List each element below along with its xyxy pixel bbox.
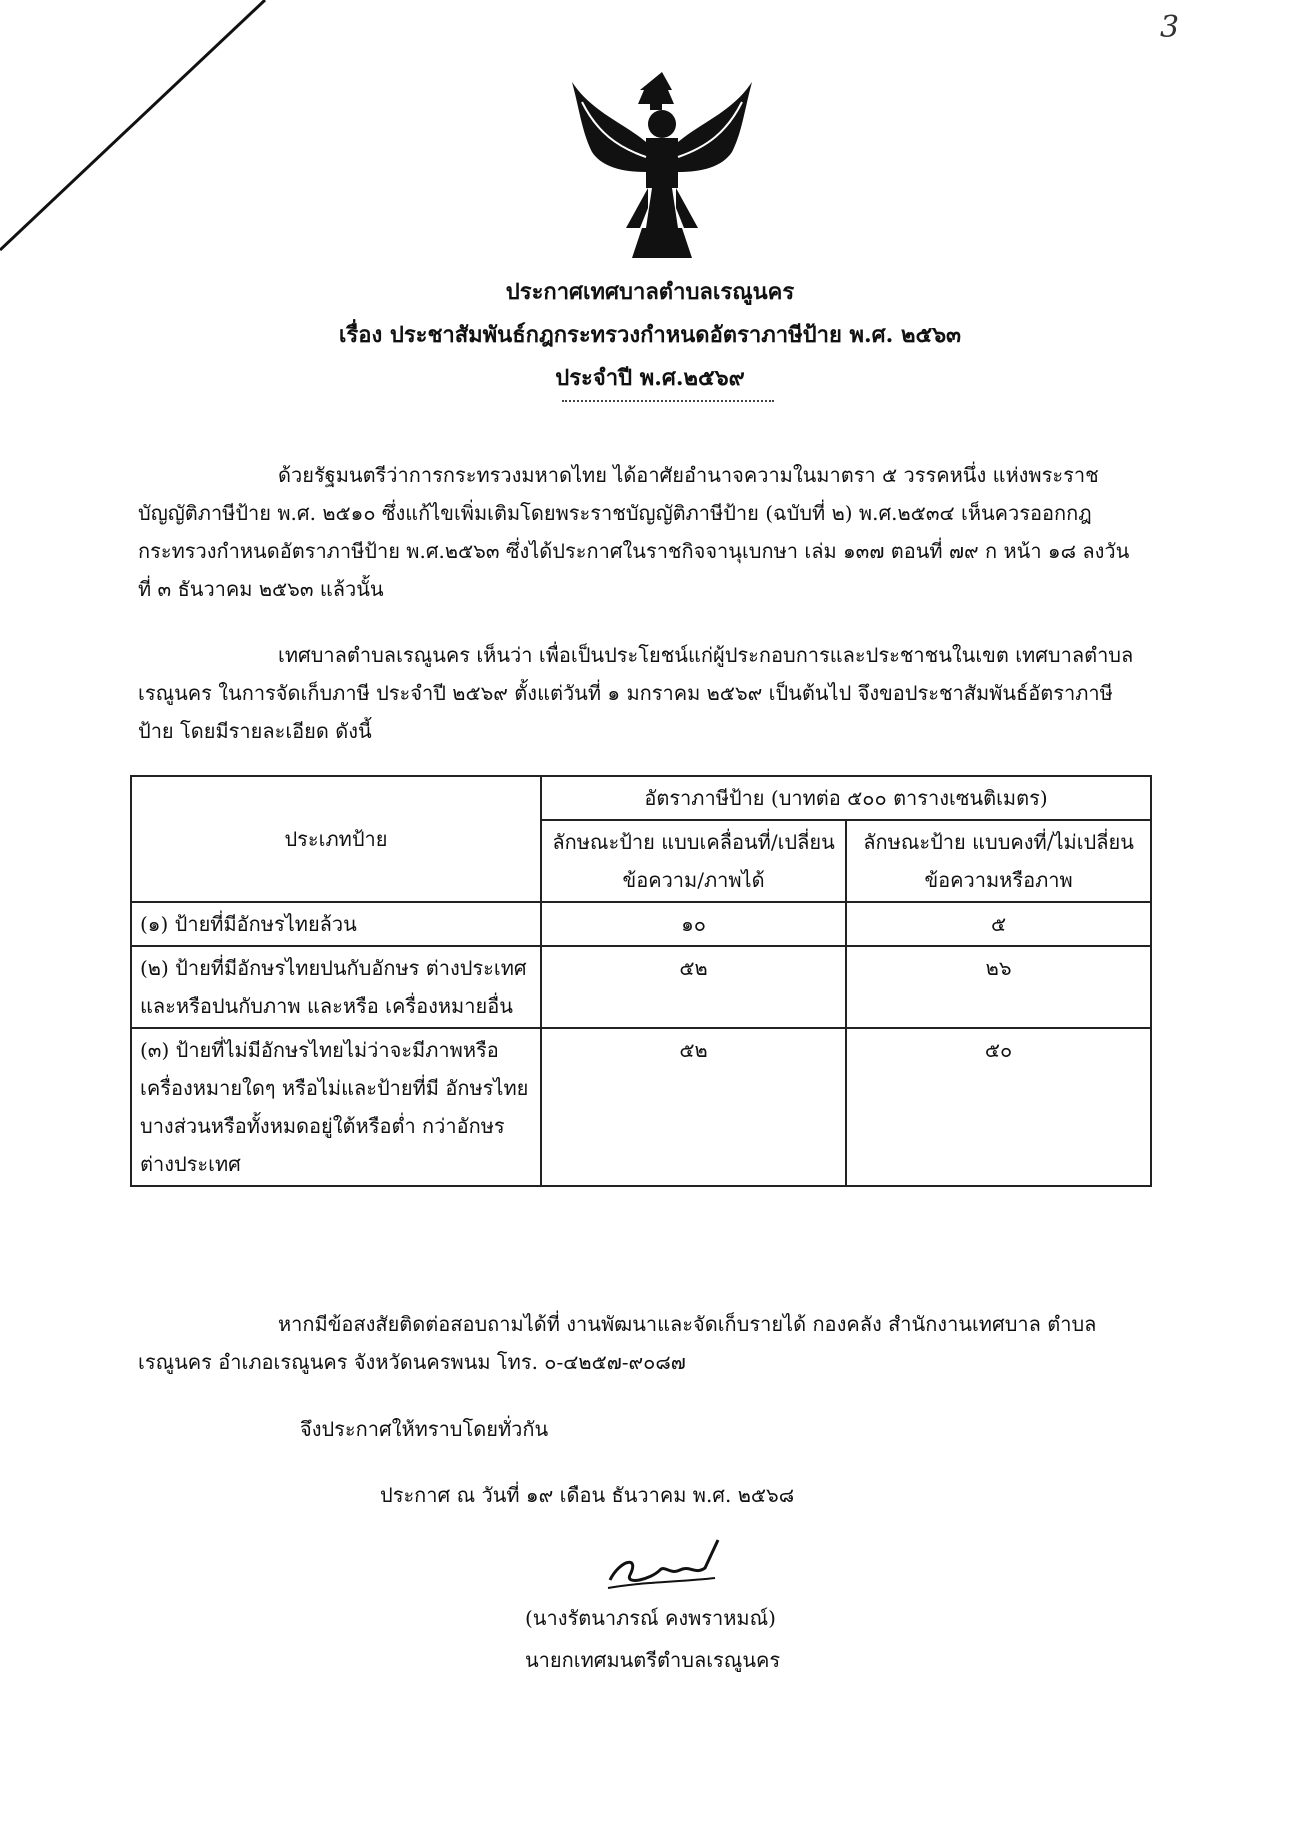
row-rate-fixed: ๕๐ [846, 1028, 1151, 1186]
contact-paragraph [138, 1305, 1138, 1381]
row-rate-moving: ๕๒ [541, 1028, 846, 1186]
contact-text: หากมีข้อสงสัยติดต่อสอบถามได้ที่ งานพัฒนาและจัดเก็บรายได้ กองคลัง สำนักงานเทศบาล ตำบลเรณูนคร อำเภอเรณูนคร จังหวัดนครพนม โทร. ๐-๔๒๕๗-๙๐๘๗ [138, 1312, 1097, 1374]
header-fixed-sign: ลักษณะป้าย แบบคงที่/ไม่เปลี่ยน ข้อความหรือภาพ [846, 820, 1151, 902]
signature-icon [600, 1530, 730, 1600]
table-row [131, 902, 1151, 946]
announcement-subject: เรื่อง ประชาสัมพันธ์กฎกระทรวงกำหนดอัตราภาษีป้าย พ.ศ. ๒๕๖๓ [338, 322, 962, 348]
header-moving-sign: ลักษณะป้าย แบบเคลื่อนที่/เปลี่ยน ข้อความ/ภาพได้ [541, 820, 846, 902]
row-rate-fixed: ๒๖ [846, 946, 1151, 1028]
garuda-emblem-icon [562, 62, 762, 272]
tax-rate-table [130, 775, 1152, 1187]
announce-line: จึงประกาศให้ทราบโดยทั่วกัน [300, 1417, 549, 1441]
row-type: (๑) ป้ายที่มีอักษรไทยล้วน [131, 902, 541, 946]
announce-date: ประกาศ ณ วันที่ ๑๙ เดือน ธันวาคม พ.ศ. ๒๕๖๘ [380, 1483, 795, 1507]
table-row [131, 1028, 1151, 1186]
page-number: 3 [1160, 10, 1180, 45]
body-paragraph-2-text: เทศบาลตำบลเรณูนคร เห็นว่า เพื่อเป็นประโยชน์แก่ผู้ประกอบการและประชาชนในเขต เทศบาลตำบลเรณูนคร ในการจัดเก็บภาษี ประจำปี ๒๕๖๙ ตั้งแต่วันที่ ๑ มกราคม ๒๕๖๙ เป็นต้นไป จึงขอประชาสัมพันธ์อัตราภาษีป้าย โดยมีรายละเอียด ดังนี้ [138, 643, 1134, 743]
signer-name: (นางรัตนาภรณ์ คงพราหมณ์) [525, 1606, 776, 1630]
signer-title: นายกเทศมนตรีตำบลเรณูนคร [525, 1648, 781, 1672]
dotted-divider [562, 400, 774, 402]
announcement-year: ประจำปี พ.ศ.๒๕๖๙ [555, 365, 745, 391]
body-paragraph-2 [138, 636, 1138, 750]
corner-line [0, 0, 270, 260]
table-row [131, 946, 1151, 1028]
row-rate-moving: ๑๐ [541, 902, 846, 946]
header-sign-type: ประเภทป้าย [131, 776, 541, 902]
row-rate-moving: ๕๒ [541, 946, 846, 1028]
header-rate-group: อัตราภาษีป้าย (บาทต่อ ๕๐๐ ตารางเซนติเมตร) [541, 776, 1151, 820]
body-paragraph-1 [138, 456, 1138, 608]
table-header-row [131, 776, 1151, 820]
body-paragraph-1-text: ด้วยรัฐมนตรีว่าการกระทรวงมหาดไทย ได้อาศัยอำนาจความในมาตรา ๕ วรรคหนึ่ง แห่งพระราชบัญญัติภาษีป้าย พ.ศ. ๒๕๑๐ ซึ่งแก้ไขเพิ่มเติมโดยพระราชบัญญัติภาษีป้าย (ฉบับที่ ๒) พ.ศ.๒๕๓๔ เห็นควรออกกฎกระทรวงกำหนดอัตราภาษีป้าย พ.ศ.๒๕๖๓ ซึ่งได้ประกาศในราชกิจจานุเบกษา เล่ม ๑๓๗ ตอนที่ ๗๙ ก หน้า ๑๘ ลงวันที่ ๓ ธันวาคม ๒๕๖๓ แล้วนั้น [138, 463, 1130, 601]
announcement-org: ประกาศเทศบาลตำบลเรณูนคร [505, 279, 795, 305]
row-rate-fixed: ๕ [846, 902, 1151, 946]
row-type: (๒) ป้ายที่มีอักษรไทยปนกับอักษร ต่างประเทศ และหรือปนกับภาพ และหรือ เครื่องหมายอื่น [131, 946, 541, 1028]
row-type: (๓) ป้ายที่ไม่มีอักษรไทยไม่ว่าจะมีภาพหรือ เครื่องหมายใดๆ หรือไม่และป้ายที่มี อักษรไทยบางส่วนหรือทั้งหมดอยู่ใต้หรือต่ำ กว่าอักษรต่างประเทศ [131, 1028, 541, 1186]
